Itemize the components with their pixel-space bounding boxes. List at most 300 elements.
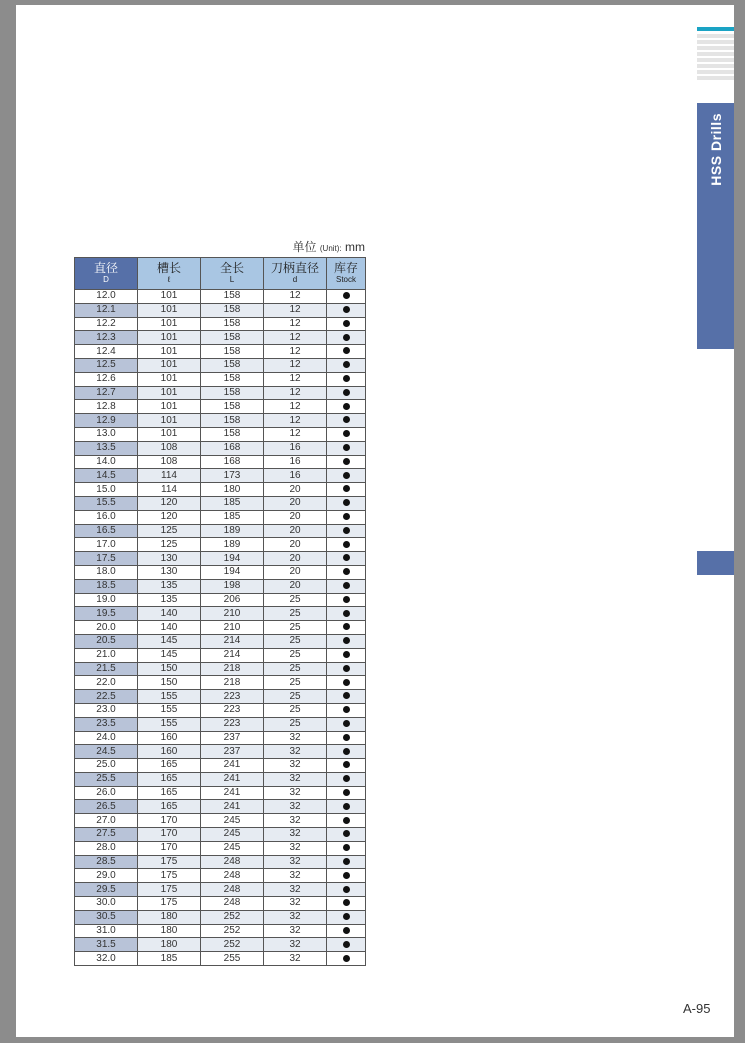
table-body	[75, 290, 366, 966]
cell-flute-length: 165	[138, 772, 201, 786]
table-row	[75, 745, 366, 759]
cell-flute-length: 145	[138, 648, 201, 662]
catalog-page	[16, 5, 734, 1037]
cell-flute-length: 165	[138, 786, 201, 800]
table-row	[75, 786, 366, 800]
cell-stock	[327, 621, 366, 635]
cell-diameter: 12.0	[75, 290, 138, 304]
cell-flute-length: 165	[138, 759, 201, 773]
cell-overall-length: 210	[201, 607, 264, 621]
cell-overall-length: 158	[201, 358, 264, 372]
cell-overall-length: 252	[201, 924, 264, 938]
cell-diameter: 19.0	[75, 593, 138, 607]
cell-diameter: 29.5	[75, 883, 138, 897]
in-stock-dot-icon	[343, 692, 350, 699]
cell-stock	[327, 524, 366, 538]
table-row	[75, 759, 366, 773]
cell-diameter: 28.0	[75, 841, 138, 855]
cell-stock	[327, 565, 366, 579]
cell-shank-diameter: 32	[264, 814, 327, 828]
cell-flute-length: 101	[138, 372, 201, 386]
cell-overall-length: 189	[201, 524, 264, 538]
table-row	[75, 414, 366, 428]
in-stock-dot-icon	[343, 306, 350, 313]
cell-stock	[327, 634, 366, 648]
cell-diameter: 19.5	[75, 607, 138, 621]
table-row	[75, 648, 366, 662]
section-tab-hss-drills[interactable]	[697, 103, 734, 349]
table-row	[75, 524, 366, 538]
cell-shank-diameter: 32	[264, 883, 327, 897]
table-row	[75, 290, 366, 304]
in-stock-dot-icon	[343, 927, 350, 934]
table-row	[75, 938, 366, 952]
cell-overall-length: 158	[201, 331, 264, 345]
in-stock-dot-icon	[343, 458, 350, 465]
cell-stock	[327, 400, 366, 414]
table-row	[75, 607, 366, 621]
cell-shank-diameter: 32	[264, 869, 327, 883]
cell-shank-diameter: 12	[264, 331, 327, 345]
cell-stock	[327, 441, 366, 455]
in-stock-dot-icon	[343, 886, 350, 893]
cell-stock	[327, 841, 366, 855]
in-stock-dot-icon	[343, 334, 350, 341]
in-stock-dot-icon	[343, 623, 350, 630]
cell-diameter: 25.5	[75, 772, 138, 786]
cell-diameter: 24.0	[75, 731, 138, 745]
cell-flute-length: 135	[138, 579, 201, 593]
cell-overall-length: 245	[201, 841, 264, 855]
cell-flute-length: 175	[138, 855, 201, 869]
cell-stock	[327, 358, 366, 372]
cell-flute-length: 170	[138, 841, 201, 855]
cell-diameter: 12.5	[75, 358, 138, 372]
cell-flute-length: 135	[138, 593, 201, 607]
cell-shank-diameter: 25	[264, 690, 327, 704]
cell-overall-length: 194	[201, 565, 264, 579]
cell-overall-length: 189	[201, 538, 264, 552]
in-stock-dot-icon	[343, 347, 350, 354]
cell-diameter: 28.5	[75, 855, 138, 869]
cell-shank-diameter: 25	[264, 634, 327, 648]
header-diameter: 直径 D	[75, 258, 138, 290]
cell-flute-length: 185	[138, 952, 201, 966]
cell-shank-diameter: 12	[264, 358, 327, 372]
cell-overall-length: 158	[201, 414, 264, 428]
in-stock-dot-icon	[343, 748, 350, 755]
cell-flute-length: 101	[138, 303, 201, 317]
cell-shank-diameter: 32	[264, 772, 327, 786]
cell-flute-length: 150	[138, 676, 201, 690]
cell-shank-diameter: 32	[264, 924, 327, 938]
in-stock-dot-icon	[343, 527, 350, 534]
table-row	[75, 427, 366, 441]
cell-shank-diameter: 32	[264, 855, 327, 869]
cell-flute-length: 160	[138, 731, 201, 745]
cell-stock	[327, 883, 366, 897]
cell-flute-length: 114	[138, 483, 201, 497]
cell-overall-length: 158	[201, 290, 264, 304]
cell-flute-length: 170	[138, 814, 201, 828]
cell-shank-diameter: 20	[264, 565, 327, 579]
unit-value: mm	[345, 240, 365, 254]
in-stock-dot-icon	[343, 775, 350, 782]
cell-shank-diameter: 20	[264, 483, 327, 497]
section-tab-label: HSS Drills	[707, 113, 724, 186]
cell-shank-diameter: 20	[264, 496, 327, 510]
cell-overall-length: 210	[201, 621, 264, 635]
in-stock-dot-icon	[343, 416, 350, 423]
cell-diameter: 30.5	[75, 910, 138, 924]
in-stock-dot-icon	[343, 499, 350, 506]
cell-shank-diameter: 12	[264, 290, 327, 304]
in-stock-dot-icon	[343, 665, 350, 672]
cell-shank-diameter: 25	[264, 593, 327, 607]
cell-diameter: 12.6	[75, 372, 138, 386]
cell-diameter: 27.5	[75, 828, 138, 842]
cell-flute-length: 120	[138, 510, 201, 524]
table-row	[75, 496, 366, 510]
cell-shank-diameter: 16	[264, 441, 327, 455]
unit-label	[16, 238, 365, 255]
unit-en: (Unit):	[319, 244, 342, 253]
in-stock-dot-icon	[343, 955, 350, 962]
cell-overall-length: 248	[201, 897, 264, 911]
table-row	[75, 579, 366, 593]
cell-overall-length: 194	[201, 552, 264, 566]
cell-shank-diameter: 12	[264, 372, 327, 386]
cell-shank-diameter: 32	[264, 841, 327, 855]
table-row	[75, 441, 366, 455]
cell-diameter: 13.0	[75, 427, 138, 441]
cell-stock	[327, 800, 366, 814]
cell-flute-length: 130	[138, 565, 201, 579]
cell-overall-length: 252	[201, 938, 264, 952]
cell-diameter: 14.0	[75, 455, 138, 469]
cell-overall-length: 158	[201, 400, 264, 414]
cell-overall-length: 173	[201, 469, 264, 483]
cell-shank-diameter: 25	[264, 676, 327, 690]
cell-flute-length: 145	[138, 634, 201, 648]
cell-flute-length: 101	[138, 358, 201, 372]
cell-stock	[327, 317, 366, 331]
cell-shank-diameter: 20	[264, 510, 327, 524]
cell-shank-diameter: 25	[264, 717, 327, 731]
cell-diameter: 23.0	[75, 703, 138, 717]
cell-shank-diameter: 12	[264, 400, 327, 414]
cell-diameter: 12.8	[75, 400, 138, 414]
cell-diameter: 22.5	[75, 690, 138, 704]
cell-shank-diameter: 20	[264, 538, 327, 552]
cell-flute-length: 165	[138, 800, 201, 814]
cell-shank-diameter: 12	[264, 303, 327, 317]
table-row	[75, 800, 366, 814]
cell-shank-diameter: 12	[264, 386, 327, 400]
in-stock-dot-icon	[343, 899, 350, 906]
cell-flute-length: 101	[138, 345, 201, 359]
cell-overall-length: 252	[201, 910, 264, 924]
cell-flute-length: 160	[138, 745, 201, 759]
cell-stock	[327, 703, 366, 717]
cell-stock	[327, 690, 366, 704]
table-row	[75, 538, 366, 552]
cell-stock	[327, 897, 366, 911]
cell-shank-diameter: 12	[264, 414, 327, 428]
cell-flute-length: 155	[138, 717, 201, 731]
table-row	[75, 469, 366, 483]
cell-overall-length: 241	[201, 786, 264, 800]
cell-diameter: 12.3	[75, 331, 138, 345]
cell-overall-length: 223	[201, 717, 264, 731]
cell-flute-length: 101	[138, 386, 201, 400]
in-stock-dot-icon	[343, 541, 350, 548]
table-row	[75, 483, 366, 497]
cell-overall-length: 158	[201, 345, 264, 359]
cell-diameter: 14.5	[75, 469, 138, 483]
cell-diameter: 12.7	[75, 386, 138, 400]
table-row	[75, 455, 366, 469]
cell-stock	[327, 676, 366, 690]
cell-shank-diameter: 25	[264, 621, 327, 635]
cell-flute-length: 125	[138, 524, 201, 538]
in-stock-dot-icon	[343, 389, 350, 396]
cell-shank-diameter: 16	[264, 469, 327, 483]
table-row	[75, 317, 366, 331]
in-stock-dot-icon	[343, 361, 350, 368]
cell-overall-length: 168	[201, 455, 264, 469]
table-row	[75, 358, 366, 372]
in-stock-dot-icon	[343, 292, 350, 299]
table-header-row	[75, 258, 366, 290]
cell-flute-length: 101	[138, 331, 201, 345]
cell-diameter: 25.0	[75, 759, 138, 773]
cell-overall-length: 214	[201, 648, 264, 662]
cell-stock	[327, 910, 366, 924]
table-row	[75, 510, 366, 524]
cell-diameter: 32.0	[75, 952, 138, 966]
cell-flute-length: 101	[138, 414, 201, 428]
cell-overall-length: 241	[201, 759, 264, 773]
cell-overall-length: 168	[201, 441, 264, 455]
cell-diameter: 16.5	[75, 524, 138, 538]
in-stock-dot-icon	[343, 472, 350, 479]
table-row	[75, 910, 366, 924]
cell-shank-diameter: 20	[264, 524, 327, 538]
in-stock-dot-icon	[343, 844, 350, 851]
cell-overall-length: 158	[201, 427, 264, 441]
table-row	[75, 331, 366, 345]
drill-spec-table	[74, 257, 366, 966]
cell-stock	[327, 814, 366, 828]
cell-stock	[327, 938, 366, 952]
cell-diameter: 15.0	[75, 483, 138, 497]
table-row	[75, 841, 366, 855]
header-flute-length: 槽长 ℓ	[138, 258, 201, 290]
table-row	[75, 676, 366, 690]
cell-diameter: 13.5	[75, 441, 138, 455]
cell-stock	[327, 593, 366, 607]
cell-flute-length: 175	[138, 869, 201, 883]
cell-overall-length: 248	[201, 883, 264, 897]
cell-flute-length: 101	[138, 427, 201, 441]
cell-flute-length: 175	[138, 897, 201, 911]
cell-flute-length: 114	[138, 469, 201, 483]
cell-overall-length: 248	[201, 869, 264, 883]
in-stock-dot-icon	[343, 485, 350, 492]
cell-overall-length: 223	[201, 690, 264, 704]
cell-diameter: 20.0	[75, 621, 138, 635]
cell-stock	[327, 414, 366, 428]
in-stock-dot-icon	[343, 941, 350, 948]
cell-flute-length: 108	[138, 455, 201, 469]
cell-overall-length: 158	[201, 303, 264, 317]
cell-stock	[327, 427, 366, 441]
cell-stock	[327, 455, 366, 469]
cell-flute-length: 150	[138, 662, 201, 676]
cell-flute-length: 140	[138, 607, 201, 621]
cell-shank-diameter: 32	[264, 828, 327, 842]
in-stock-dot-icon	[343, 582, 350, 589]
in-stock-dot-icon	[343, 554, 350, 561]
in-stock-dot-icon	[343, 320, 350, 327]
cell-diameter: 12.4	[75, 345, 138, 359]
cell-overall-length: 255	[201, 952, 264, 966]
cell-diameter: 21.5	[75, 662, 138, 676]
cell-flute-length: 140	[138, 621, 201, 635]
cell-diameter: 12.9	[75, 414, 138, 428]
table-row	[75, 552, 366, 566]
cell-flute-length: 130	[138, 552, 201, 566]
cell-shank-diameter: 32	[264, 952, 327, 966]
cell-overall-length: 245	[201, 828, 264, 842]
cell-diameter: 27.0	[75, 814, 138, 828]
table-row	[75, 717, 366, 731]
table-row	[75, 814, 366, 828]
cell-shank-diameter: 12	[264, 427, 327, 441]
cell-shank-diameter: 32	[264, 759, 327, 773]
cell-shank-diameter: 25	[264, 607, 327, 621]
cell-overall-length: 158	[201, 317, 264, 331]
cell-stock	[327, 607, 366, 621]
cell-overall-length: 185	[201, 510, 264, 524]
table-row	[75, 897, 366, 911]
cell-diameter: 26.5	[75, 800, 138, 814]
in-stock-dot-icon	[343, 375, 350, 382]
cell-overall-length: 241	[201, 800, 264, 814]
table-row	[75, 400, 366, 414]
thumb-index-lines	[697, 27, 734, 87]
cell-overall-length: 218	[201, 676, 264, 690]
cell-stock	[327, 345, 366, 359]
table-row	[75, 869, 366, 883]
cell-stock	[327, 952, 366, 966]
cell-diameter: 24.5	[75, 745, 138, 759]
cell-stock	[327, 772, 366, 786]
in-stock-dot-icon	[343, 596, 350, 603]
section-tab-marker[interactable]	[697, 551, 734, 575]
cell-stock	[327, 855, 366, 869]
cell-flute-length: 170	[138, 828, 201, 842]
cell-stock	[327, 759, 366, 773]
cell-overall-length: 237	[201, 731, 264, 745]
cell-diameter: 17.0	[75, 538, 138, 552]
table-row	[75, 662, 366, 676]
cell-shank-diameter: 32	[264, 938, 327, 952]
cell-shank-diameter: 25	[264, 648, 327, 662]
table-row	[75, 883, 366, 897]
cell-shank-diameter: 32	[264, 786, 327, 800]
cell-overall-length: 180	[201, 483, 264, 497]
cell-diameter: 30.0	[75, 897, 138, 911]
in-stock-dot-icon	[343, 803, 350, 810]
cell-diameter: 23.5	[75, 717, 138, 731]
cell-diameter: 18.0	[75, 565, 138, 579]
cell-stock	[327, 552, 366, 566]
cell-diameter: 18.5	[75, 579, 138, 593]
in-stock-dot-icon	[343, 858, 350, 865]
cell-diameter: 20.5	[75, 634, 138, 648]
cell-diameter: 17.5	[75, 552, 138, 566]
cell-diameter: 22.0	[75, 676, 138, 690]
cell-flute-length: 120	[138, 496, 201, 510]
cell-stock	[327, 496, 366, 510]
cell-flute-length: 175	[138, 883, 201, 897]
cell-overall-length: 158	[201, 386, 264, 400]
in-stock-dot-icon	[343, 637, 350, 644]
table-row	[75, 372, 366, 386]
in-stock-dot-icon	[343, 720, 350, 727]
cell-flute-length: 101	[138, 400, 201, 414]
cell-diameter: 31.5	[75, 938, 138, 952]
cell-diameter: 29.0	[75, 869, 138, 883]
cell-diameter: 12.2	[75, 317, 138, 331]
cell-flute-length: 180	[138, 938, 201, 952]
in-stock-dot-icon	[343, 913, 350, 920]
cell-stock	[327, 745, 366, 759]
cell-stock	[327, 924, 366, 938]
cell-overall-length: 158	[201, 372, 264, 386]
in-stock-dot-icon	[343, 872, 350, 879]
table-row	[75, 924, 366, 938]
cell-shank-diameter: 32	[264, 897, 327, 911]
cell-flute-length: 155	[138, 690, 201, 704]
cell-flute-length: 180	[138, 910, 201, 924]
header-overall-length: 全长 L	[201, 258, 264, 290]
cell-flute-length: 125	[138, 538, 201, 552]
cell-shank-diameter: 16	[264, 455, 327, 469]
page-number: A-95	[683, 1001, 711, 1016]
cell-flute-length: 155	[138, 703, 201, 717]
cell-stock	[327, 579, 366, 593]
cell-overall-length: 248	[201, 855, 264, 869]
in-stock-dot-icon	[343, 403, 350, 410]
cell-stock	[327, 538, 366, 552]
cell-stock	[327, 510, 366, 524]
table-row	[75, 386, 366, 400]
cell-stock	[327, 786, 366, 800]
table-row	[75, 303, 366, 317]
cell-overall-length: 237	[201, 745, 264, 759]
in-stock-dot-icon	[343, 610, 350, 617]
cell-diameter: 26.0	[75, 786, 138, 800]
cell-shank-diameter: 32	[264, 731, 327, 745]
cell-stock	[327, 731, 366, 745]
cell-stock	[327, 662, 366, 676]
table-row	[75, 772, 366, 786]
cell-flute-length: 101	[138, 317, 201, 331]
cell-stock	[327, 290, 366, 304]
